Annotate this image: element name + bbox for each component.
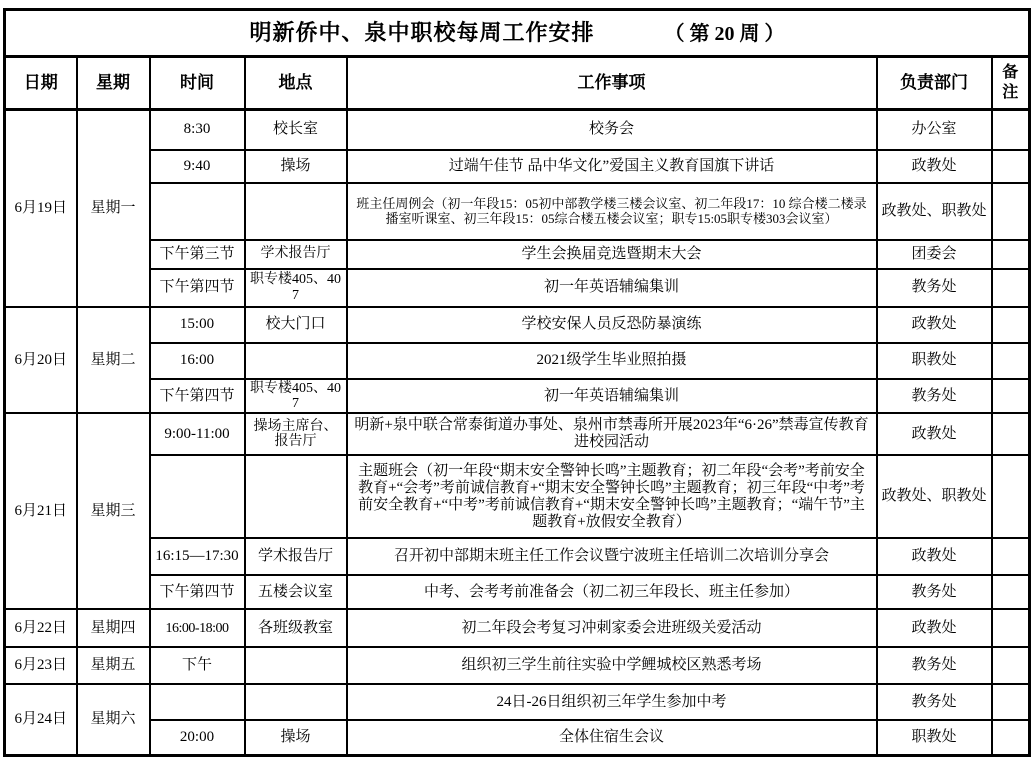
cell-remark [992,684,1030,720]
cell-weekday: 星期一 [77,110,150,307]
cell-remark [992,647,1030,684]
cell-task: 组织初三学生前往实验中学鲤城校区熟悉考场 [347,647,877,684]
cell-task: 主题班会（初一年段“期末安全警钟长鸣”主题教育；初二年段“会考”考前安全教育+“会考”考前诚信教育+“期末安全警钟长鸣”主题教育；初三年段“中考”考前安全教育+“中考”考前诚信教育+“期末安全警钟长鸣”主题教育；“端午节”主题教育+放假安全教育） [347,455,877,538]
cell-department: 政教处、职教处 [877,183,992,240]
header-department: 负责部门 [877,57,992,110]
cell-location: 学术报告厅 [245,240,347,269]
cell-weekday: 星期六 [77,684,150,755]
table-row [5,269,1030,307]
cell-department: 政教处、职教处 [877,455,992,538]
cell-location: 操场 [245,150,347,183]
cell-time: 16:00-18:00 [150,609,245,647]
cell-time: 下午第三节 [150,240,245,269]
cell-department: 职教处 [877,343,992,379]
cell-location: 职专楼405、407 [245,269,347,307]
cell-remark [992,240,1030,269]
cell-remark [992,575,1030,609]
header-date: 日期 [5,57,77,110]
cell-time: 9:00-11:00 [150,413,245,455]
cell-task: 过端午佳节 品中华文化”爱国主义教育国旗下讲话 [347,150,877,183]
cell-department: 政教处 [877,307,992,343]
cell-remark [992,538,1030,575]
cell-date: 6月19日 [5,110,77,307]
cell-department: 政教处 [877,609,992,647]
cell-location: 各班级教室 [245,609,347,647]
cell-remark [992,269,1030,307]
cell-department: 教务处 [877,684,992,720]
header-time: 时间 [150,57,245,110]
cell-time [150,684,245,720]
cell-time: 下午第四节 [150,575,245,609]
cell-remark [992,720,1030,755]
cell-weekday: 星期五 [77,647,150,684]
cell-date: 6月22日 [5,609,77,647]
header-location: 地点 [245,57,347,110]
cell-task: 校务会 [347,110,877,150]
table-row [5,609,1030,647]
header-task: 工作事项 [347,57,877,110]
cell-location: 学术报告厅 [245,538,347,575]
cell-remark [992,413,1030,455]
cell-time [150,183,245,240]
table-row [5,379,1030,414]
cell-location: 五楼会议室 [245,575,347,609]
table-row [5,307,1030,343]
cell-remark [992,455,1030,538]
table-row [5,455,1030,538]
cell-task: 明新+泉中联合常泰街道办事处、泉州市禁毒所开展2023年“6·26”禁毒宣传教育进校园活动 [347,413,877,455]
cell-remark [992,609,1030,647]
cell-department: 团委会 [877,240,992,269]
cell-task: 学校安保人员反恐防暴演练 [347,307,877,343]
header-remark-label: 备注 [1002,64,1019,101]
cell-date: 6月20日 [5,307,77,414]
table-row [5,684,1030,720]
cell-remark [992,343,1030,379]
cell-date: 6月24日 [5,684,77,755]
cell-location: 操场主席台、报告厅 [245,413,347,455]
cell-task: 初一年英语辅编集训 [347,379,877,414]
page-title: 明新侨中、泉中职校每周工作安排 [249,20,595,45]
cell-time: 9:40 [150,150,245,183]
cell-task: 初二年段会考复习冲刺家委会进班级关爱活动 [347,609,877,647]
cell-time: 20:00 [150,720,245,755]
header-weekday: 星期 [77,57,150,110]
cell-time: 下午第四节 [150,379,245,414]
cell-task: 24日-26日组织初三年学生参加中考 [347,684,877,720]
cell-task: 初一年英语辅编集训 [347,269,877,307]
cell-time: 16:15—17:30 [150,538,245,575]
cell-time: 8:30 [150,110,245,150]
cell-department: 政教处 [877,150,992,183]
cell-department: 政教处 [877,538,992,575]
cell-remark [992,379,1030,414]
cell-location: 校长室 [245,110,347,150]
table-row [5,240,1030,269]
table-row [5,413,1030,455]
table-row [5,538,1030,575]
cell-time: 下午第四节 [150,269,245,307]
cell-date: 6月21日 [5,413,77,609]
table-row [5,110,1030,150]
table-row [5,343,1030,379]
cell-department: 教务处 [877,647,992,684]
cell-weekday: 星期二 [77,307,150,414]
table-row [5,150,1030,183]
cell-task: 学生会换届竞选暨期末大会 [347,240,877,269]
cell-date: 6月23日 [5,647,77,684]
cell-task: 全体住宿生会议 [347,720,877,755]
cell-time [150,455,245,538]
table-row [5,183,1030,240]
cell-task: 2021级学生毕业照拍摄 [347,343,877,379]
header-remark [992,57,1030,110]
cell-department: 教务处 [877,379,992,414]
cell-task: 班主任周例会（初一年段15：05初中部教学楼三楼会议室、初二年段17：10 综合楼二楼录播室听课室、初三年段15：05综合楼五楼会议室；职专15:05职专楼303会议室） [347,183,877,240]
cell-department: 政教处 [877,413,992,455]
cell-location [245,647,347,684]
table-title-cell [5,10,1030,57]
cell-remark [992,110,1030,150]
cell-location: 校大门口 [245,307,347,343]
cell-remark [992,183,1030,240]
cell-department: 教务处 [877,575,992,609]
title-row [5,10,1030,57]
cell-location: 职专楼405、407 [245,379,347,414]
cell-weekday: 星期三 [77,413,150,609]
cell-department: 教务处 [877,269,992,307]
cell-location [245,183,347,240]
cell-weekday: 星期四 [77,609,150,647]
table-row [5,647,1030,684]
cell-location: 操场 [245,720,347,755]
table-row [5,575,1030,609]
cell-location [245,455,347,538]
week-number: （ 第 20 周 ） [664,23,785,45]
cell-time: 下午 [150,647,245,684]
cell-task: 中考、会考考前准备会（初二初三年段长、班主任参加） [347,575,877,609]
cell-remark [992,307,1030,343]
cell-location [245,684,347,720]
cell-remark [992,150,1030,183]
cell-department: 办公室 [877,110,992,150]
cell-location [245,343,347,379]
table-row [5,720,1030,755]
cell-task: 召开初中部期末班主任工作会议暨宁波班主任培训二次培训分享会 [347,538,877,575]
cell-department: 职教处 [877,720,992,755]
cell-time: 15:00 [150,307,245,343]
header-row [5,57,1030,110]
weekly-schedule-table [3,8,1031,757]
cell-time: 16:00 [150,343,245,379]
